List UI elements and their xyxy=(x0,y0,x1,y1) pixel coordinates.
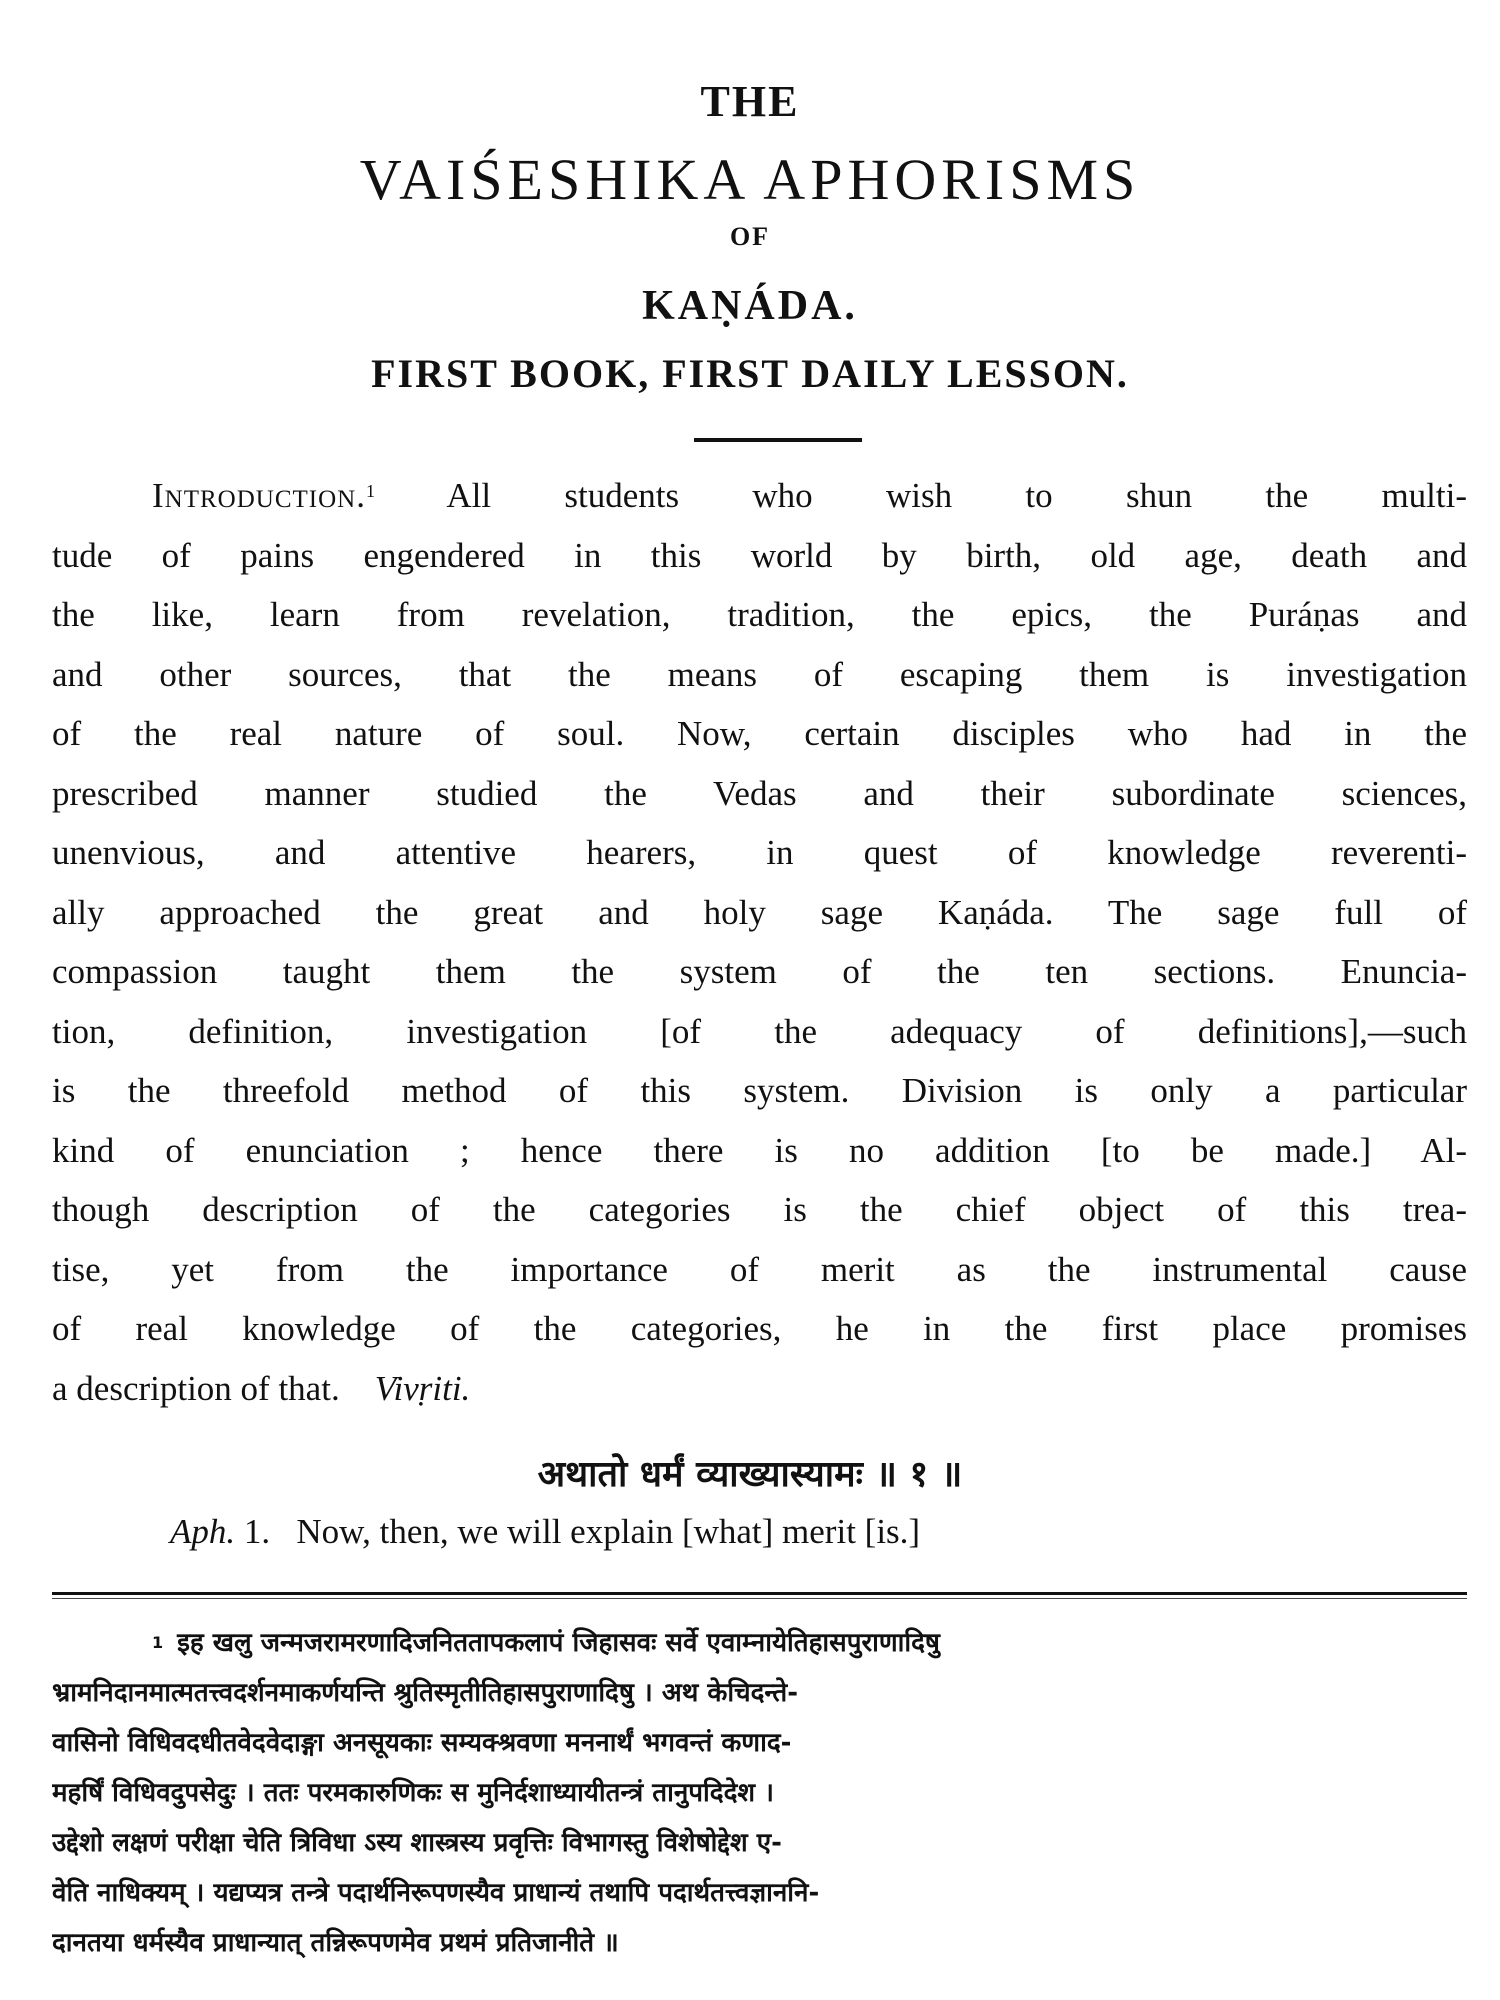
footnote-line: वेति नाधिक्यम् । यद्यप्यत्र तन्त्रे पदार्थनिरूपणस्यैव प्राधान्यं तथापि पदार्थतत्त्वज्ञाननि- xyxy=(52,1878,820,1908)
aphorism-label: Aph. xyxy=(170,1512,236,1551)
intro-line: prescribed manner studied the Vedas and their subordinate sciences, xyxy=(52,773,1467,813)
footnote-line: दानतया धर्मस्यैव प्राधान्यात् तन्निरूपणमेव प्रथमं प्रतिजानीते ॥ xyxy=(52,1928,619,1958)
intro-line xyxy=(52,466,1467,526)
intro-label: Introduction. xyxy=(152,476,366,515)
intro-line: and other sources, that the means of escaping them is investigation xyxy=(52,654,1467,694)
source-citation: Vivṛiti. xyxy=(374,1368,471,1408)
sanskrit-footnote xyxy=(52,1618,1467,1968)
book-lesson-heading: FIRST BOOK, FIRST DAILY LESSON. xyxy=(371,351,1129,396)
aphorism-number: 1. xyxy=(243,1512,271,1551)
intro-line: tude of pains engendered in this world by birth, old age, death and xyxy=(52,535,1467,575)
intro-line: is the threefold method of this system. Division is only a particular xyxy=(52,1071,1467,1110)
footnote-line: उद्देशो लक्षणं परीक्षा चेति त्रिविधा ऽस्य शास्त्रस्य प्रवृत्तिः विभागस्तु विशेषोद्देश ए- xyxy=(52,1828,782,1858)
intro-line: ally approached the great and holy sage Kaṇáda. The sage full of xyxy=(52,892,1467,932)
intro-line: compassion taught them the system of the ten sections. Enuncia- xyxy=(52,952,1467,991)
intro-line: though description of the categories is the chief object of this trea- xyxy=(52,1190,1467,1229)
intro-line: kind of enunciation ; hence there is no addition [to be made.] Al- xyxy=(52,1130,1467,1170)
heading-of: OF xyxy=(729,222,771,251)
footnote-line: वासिनो विधिवदधीतवेदवेदाङ्गा अनसूयकाः सम्यक्श्रवणा मननार्थं भगवन्तं कणाद- xyxy=(52,1728,792,1758)
footnote-line: महर्षिं विधिवदुपसेदुः । ततः परमकारुणिकः स मुनिर्दशाध्यायीतन्त्रं तानुपदिदेश । xyxy=(52,1778,774,1808)
aphorism-translation xyxy=(170,1512,1370,1552)
introduction-paragraph xyxy=(52,466,1467,1418)
footnote-ref: 1 xyxy=(365,481,375,501)
title-divider xyxy=(694,438,862,442)
aphorism-text: Now, then, we will explain [what] merit [is.] xyxy=(296,1512,921,1551)
intro-line: of the real nature of soul. Now, certain disciples who had in the xyxy=(52,714,1467,753)
footnote-line xyxy=(52,1618,1467,1668)
intro-last-text: a description of that. xyxy=(52,1368,340,1408)
intro-line: tion, definition, investigation [of the adequacy of definitions],—such xyxy=(52,1011,1467,1051)
heading-the: THE xyxy=(700,77,800,126)
footnote-line-text: इह खलु जन्मजरामरणादिजनिततापकलापं जिहासवः सर्वे एवाम्नायेतिहासपुराणादिषु xyxy=(177,1628,940,1658)
intro-line-text: All students who wish to shun the multi- xyxy=(446,476,1468,515)
footnote-divider xyxy=(52,1592,1467,1595)
intro-line: of real knowledge of the categories, he in the first place promises xyxy=(52,1309,1467,1348)
intro-line: unenvious, and attentive hearers, in quest of knowledge reverenti- xyxy=(52,833,1467,872)
footnote-line: भ्रामनिदानमात्मतत्त्वदर्शनमाकर्णयन्ति श्रुतिस्मृतीतिहासपुराणादिषु । अथ केचिदन्ते- xyxy=(52,1678,799,1708)
intro-line: tise, yet from the importance of merit as the instrumental cause xyxy=(52,1249,1467,1289)
footnote-mark: 1 xyxy=(152,1633,164,1652)
intro-line xyxy=(52,1359,1467,1419)
sanskrit-aphorism: अथातो धर्मं व्याख्यास्यामः ॥ १ ॥ xyxy=(537,1454,963,1495)
intro-line: the like, learn from revelation, tradition, the epics, the Puráṇas and xyxy=(52,595,1467,634)
book-title: VAIŚESHIKA APHORISMS xyxy=(359,147,1141,212)
author-name: KAṆÁDA. xyxy=(642,283,858,329)
footnote-divider-thin xyxy=(52,1598,1467,1599)
